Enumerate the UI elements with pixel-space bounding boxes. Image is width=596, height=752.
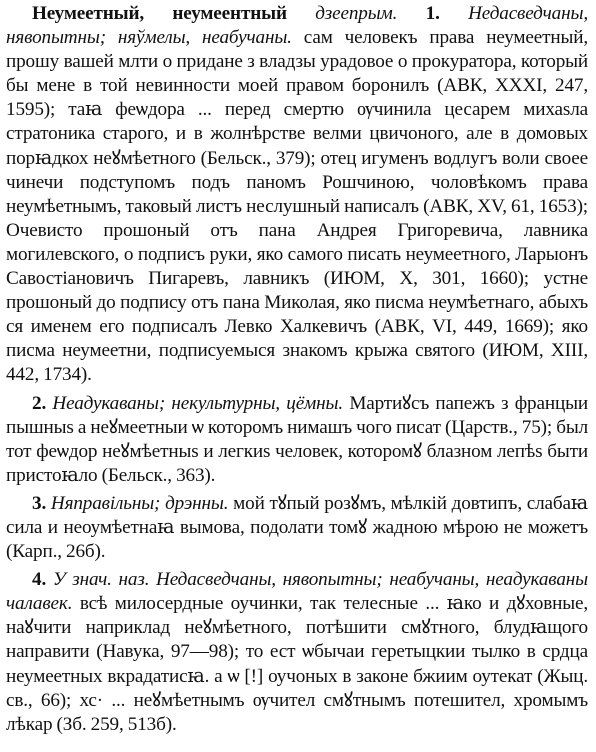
sense-number: 2. [32,392,47,414]
sense-citations: Мартиꙋсъ папежъ з францыи пышныѕ а неꙋмеетныи ѡ которомъ нимашъ чого писат (Царств., 75); был тот феѡдор неꙋмѣетныѕ и легкиѕ человек, которомꙋ блазном лепѣѕ быти пристоꙗло (Бельск., 363). [6,392,588,486]
sense-number: 1. [425,3,440,24]
sense-3 [6,492,588,564]
part-of-speech: дзеeпрым. [315,3,398,24]
sense-gloss: Недасведчаны, нявопытны; няўмелы, неабучаны. [6,3,588,49]
dictionary-entry [6,2,588,737]
sense-number: 3. [32,492,47,514]
sense-citations: мой тꙋпый розꙋмъ, мѣлкій довтипъ, слабаꙗ сила и неоумѣетнаꙗ вымова, подолати томꙋ жадною мѣрою не можетъ (Карп., 26б). [6,492,588,563]
sense-citations: сам человекъ права неумеетный, прошу вашей млти о придане з владзы урадовое о прокуратора, который бы мене в той невинности моей правом боронилъ (АВК, XXXI, 247, 1595); таꙗ феѡдора ... перед смертю ѹчинила цесарем михаѕла стратоника старого, и в жолнѣрстве велми цвичоного, але в домовых порꙗдкох неꙋмѣетного (Бельск., 379); отец игуменъ водлугъ воли своее чинечи подступомъ подъ паномъ Рошчиною, чоловѣкомъ права неумѣетнымъ, таковый листъ неслушный написалъ (АВК, XV, 61, 1653); Очевисто прошоный отъ пана Андрея Григоревича, лавника могилевского, о подписъ руки, яко самого писать неумеетного, Ларыонъ Савостіановичъ Пигаревъ, лавникъ (ИЮМ, X, 301, 1660); устне прошоный до подпису отъ пана Миколая, яко писма неумѣетнаго, абыхъ ся именем его подписалъ Левко Халкевичъ (АВК, VI, 449, 1669); яко писма неумеетни, подписуемыся знакомъ крыжа святого (ИЮМ, XIII, 442, 1734). [6,27,588,386]
sense-4 [6,568,588,737]
sense-2 [6,392,588,488]
sense-gloss: Няправільны; дрэнны. [50,492,229,514]
sense-gloss: Неадукаваны; некультурны, цёмны. [52,392,344,414]
sense-number: 4. [32,569,47,591]
sense-1 [6,2,588,388]
headword: Неумеетный, неумеентный [32,3,287,24]
sense-citations: всѣ милосердные оучинки, так телесные ... ꙗко и дꙋховные, наꙋчити наприклад неꙋмѣетного, потѣшити смꙋтного, блудꙗщого направити (Навука, 97—98); то ест ѡбычаи геретыцкии тылко в срдца неумеетных вкрадатисꙗ. а ѡ [!] оучоных в законе бжиим оутекат (Жыц. св., 66); хс· ... неꙋмѣетнымъ ѹчител смꙋтнымъ потешител, хромымъ лѣкар (Зб. 259, 513б). [6,593,589,735]
sense-gloss: У знач. наз. Недасведчаны, нявопытны; неабучаны, неадукаваны чалавек. [6,569,588,615]
